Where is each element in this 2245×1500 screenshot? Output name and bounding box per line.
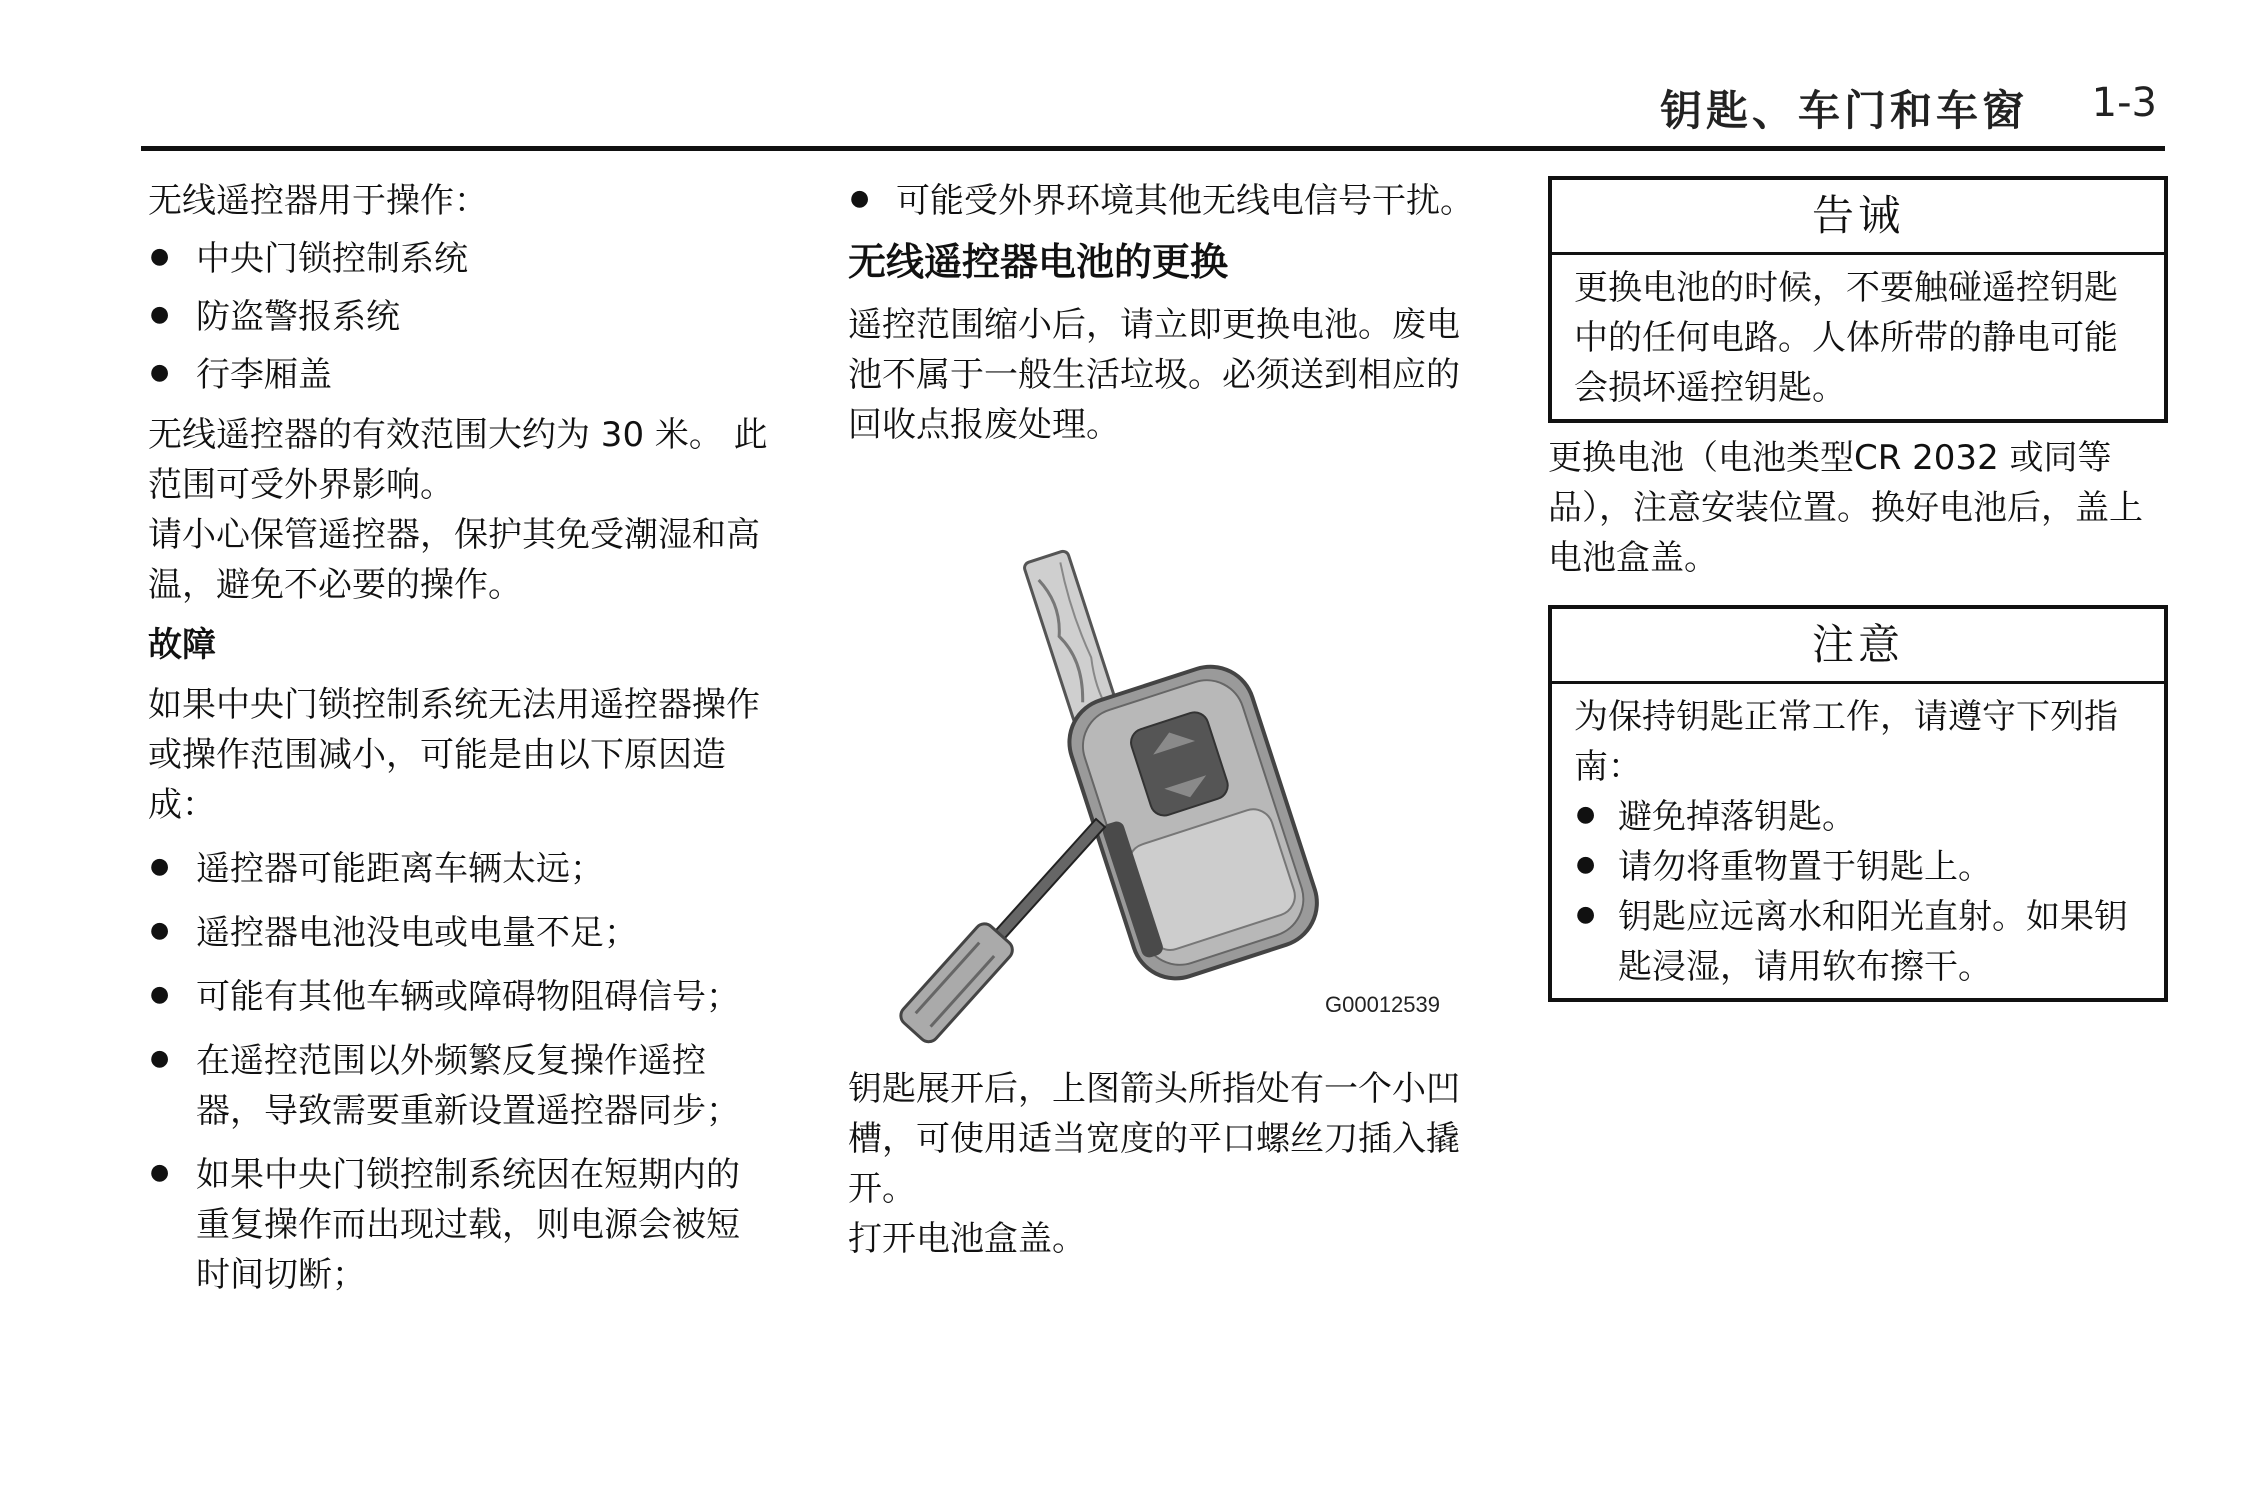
- notice-list: [1574, 792, 2146, 992]
- screwdriver: [897, 808, 1117, 1046]
- list-item: ● 可能受外界环境其他无线电信号干扰。: [848, 176, 1488, 226]
- notice-body: [1552, 684, 2164, 998]
- fault-heading: 故障: [148, 625, 216, 665]
- systems-list: [148, 234, 768, 400]
- battery-heading: 无线遥控器电池的更换: [848, 240, 1229, 284]
- figure-code: G00012539: [1325, 992, 1440, 1017]
- replace-paragraph: 更换电池（电池类型CR 2032 或同等品），注意安装位置。换好电池后，盖上电池盒盖。: [1548, 438, 2143, 578]
- key-figure: [848, 484, 1488, 1054]
- chapter-title: 钥匙、车门和车窗: [1659, 86, 2028, 135]
- list-item: ● 钥匙应远离水和阳光直射。如果钥匙浸湿，请用软布擦干。: [1574, 892, 2146, 992]
- open-paragraph: 打开电池盒盖。: [848, 1219, 1086, 1259]
- key-illustration: [848, 484, 1488, 1054]
- list-item: ● 遥控器可能距离车辆太远；: [148, 844, 768, 894]
- warning-box: [1548, 176, 2168, 423]
- list-item: ● 在遥控范围以外频繁反复操作遥控器，导致需要重新设置遥控器同步；: [148, 1036, 768, 1136]
- unfold-paragraph: 钥匙展开后，上图箭头所指处有一个小凹槽，可使用适当宽度的平口螺丝刀插入撬开。: [848, 1069, 1460, 1209]
- list-item: ● 如果中央门锁控制系统因在短期内的重复操作而出现过载，则电源会被短时间切断；: [148, 1150, 768, 1300]
- range-paragraph: 无线遥控器的有效范围大约为 30 米。 此范围可受外界影响。: [148, 415, 768, 505]
- list-item: ● 可能有其他车辆或障碍物阻碍信号；: [148, 972, 768, 1022]
- page-number: 1-3: [2091, 80, 2157, 126]
- list-item: ● 请勿将重物置于钥匙上。: [1574, 842, 2146, 892]
- fault-intro: 如果中央门锁控制系统无法用遥控器操作或操作范围减小，可能是由以下原因造成：: [148, 685, 760, 825]
- column-left: [148, 176, 768, 1300]
- warning-title: 告诫: [1552, 180, 2164, 255]
- continued-list: [848, 176, 1488, 226]
- remote-intro: 无线遥控器用于操作：: [148, 181, 488, 221]
- list-item: ● 行李厢盖: [148, 350, 768, 400]
- list-item: ● 避免掉落钥匙。: [1574, 792, 2146, 842]
- care-paragraph: 请小心保管遥控器，保护其免受潮湿和高温，避免不必要的操作。: [148, 515, 760, 605]
- header-divider: [141, 146, 2165, 151]
- causes-list: [148, 844, 768, 1300]
- notice-box: [1548, 605, 2168, 1002]
- battery-paragraph: 遥控范围缩小后，请立即更换电池。废电池不属于一般生活垃圾。必须送到相应的回收点报废处理。: [848, 305, 1460, 445]
- list-item: ● 防盗警报系统: [148, 292, 768, 342]
- list-item: ● 中央门锁控制系统: [148, 234, 768, 284]
- notice-intro: 为保持钥匙正常工作，请遵守下列指南：: [1574, 697, 2118, 787]
- notice-title: 注意: [1552, 609, 2164, 684]
- column-right: [1548, 176, 2168, 1002]
- column-middle: [848, 176, 1488, 1264]
- warning-text: 更换电池的时候，不要触碰遥控钥匙中的任何电路。人体所带的静电可能会损坏遥控钥匙。: [1574, 268, 2118, 408]
- list-item: ● 遥控器电池没电或电量不足；: [148, 908, 768, 958]
